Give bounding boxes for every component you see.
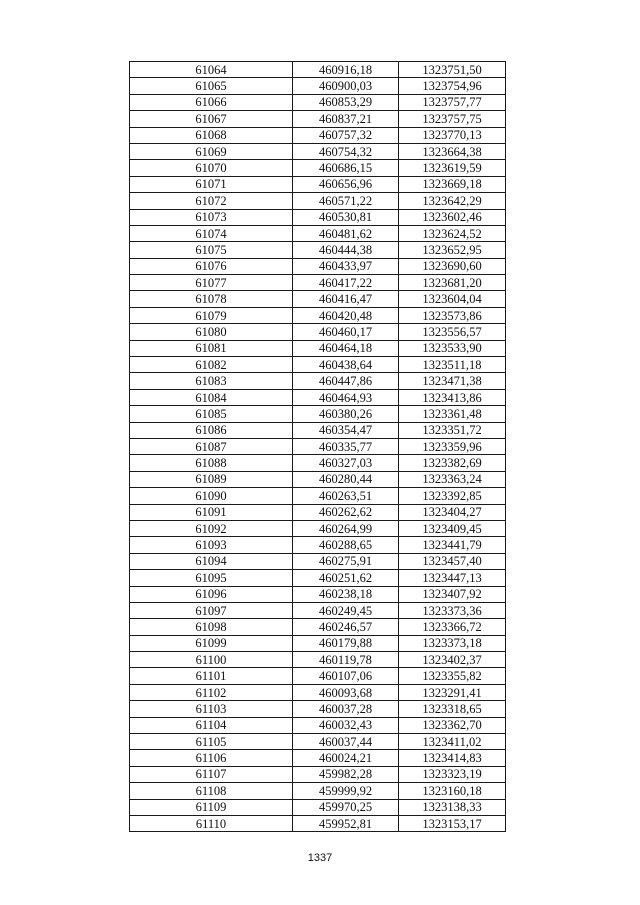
- table-row: [130, 258, 506, 274]
- x-coordinate-cell: 460916,18: [293, 62, 399, 78]
- point-number-cell: 61105: [130, 734, 293, 750]
- point-number-cell: 61087: [130, 438, 293, 454]
- x-coordinate-cell: 460262,62: [293, 504, 399, 520]
- y-coordinate-cell: 1323414,83: [399, 750, 506, 766]
- x-coordinate-cell: 460464,18: [293, 340, 399, 356]
- y-coordinate-cell: 1323642,29: [399, 193, 506, 209]
- x-coordinate-cell: 460416,47: [293, 291, 399, 307]
- x-coordinate-cell: 460447,86: [293, 373, 399, 389]
- y-coordinate-cell: 1323757,77: [399, 94, 506, 110]
- point-number-cell: 61100: [130, 652, 293, 668]
- y-coordinate-cell: 1323757,75: [399, 111, 506, 127]
- table-row: [130, 373, 506, 389]
- x-coordinate-cell: 460288,65: [293, 537, 399, 553]
- x-coordinate-cell: 460900,03: [293, 78, 399, 94]
- point-number-cell: 61101: [130, 668, 293, 684]
- point-number-cell: 61092: [130, 520, 293, 536]
- point-number-cell: 61090: [130, 488, 293, 504]
- y-coordinate-cell: 1323382,69: [399, 455, 506, 471]
- table-row: [130, 307, 506, 323]
- y-coordinate-cell: 1323604,04: [399, 291, 506, 307]
- table-row: [130, 734, 506, 750]
- point-number-cell: 61096: [130, 586, 293, 602]
- table-row: [130, 111, 506, 127]
- x-coordinate-cell: 460464,93: [293, 389, 399, 405]
- point-number-cell: 61093: [130, 537, 293, 553]
- table-row: [130, 471, 506, 487]
- point-number-cell: 61067: [130, 111, 293, 127]
- x-coordinate-cell: 460107,06: [293, 668, 399, 684]
- table-row: [130, 750, 506, 766]
- y-coordinate-cell: 1323363,24: [399, 471, 506, 487]
- point-number-cell: 61073: [130, 209, 293, 225]
- y-coordinate-cell: 1323556,57: [399, 324, 506, 340]
- point-number-cell: 61099: [130, 635, 293, 651]
- table-row: [130, 684, 506, 700]
- point-number-cell: 61102: [130, 684, 293, 700]
- point-number-cell: 61108: [130, 783, 293, 799]
- y-coordinate-cell: 1323413,86: [399, 389, 506, 405]
- x-coordinate-cell: 460264,99: [293, 520, 399, 536]
- x-coordinate-cell: 460530,81: [293, 209, 399, 225]
- y-coordinate-cell: 1323602,46: [399, 209, 506, 225]
- point-number-cell: 61079: [130, 307, 293, 323]
- table-row: [130, 799, 506, 815]
- table-row: [130, 586, 506, 602]
- x-coordinate-cell: 460093,68: [293, 684, 399, 700]
- table-row: [130, 143, 506, 159]
- table-row: [130, 160, 506, 176]
- point-number-cell: 61086: [130, 422, 293, 438]
- x-coordinate-cell: 460037,44: [293, 734, 399, 750]
- x-coordinate-cell: 460460,17: [293, 324, 399, 340]
- x-coordinate-cell: 460280,44: [293, 471, 399, 487]
- table-row: [130, 242, 506, 258]
- table-row: [130, 94, 506, 110]
- coordinates-table-body: [130, 62, 506, 832]
- x-coordinate-cell: 460032,43: [293, 717, 399, 733]
- x-coordinate-cell: 460853,29: [293, 94, 399, 110]
- point-number-cell: 61084: [130, 389, 293, 405]
- y-coordinate-cell: 1323404,27: [399, 504, 506, 520]
- x-coordinate-cell: 460686,15: [293, 160, 399, 176]
- table-row: [130, 406, 506, 422]
- x-coordinate-cell: 460380,26: [293, 406, 399, 422]
- point-number-cell: 61091: [130, 504, 293, 520]
- table-row: [130, 127, 506, 143]
- y-coordinate-cell: 1323355,82: [399, 668, 506, 684]
- table-row: [130, 553, 506, 569]
- y-coordinate-cell: 1323392,85: [399, 488, 506, 504]
- table-row: [130, 504, 506, 520]
- table-row: [130, 176, 506, 192]
- point-number-cell: 61076: [130, 258, 293, 274]
- y-coordinate-cell: 1323153,17: [399, 815, 506, 831]
- y-coordinate-cell: 1323652,95: [399, 242, 506, 258]
- x-coordinate-cell: 460571,22: [293, 193, 399, 209]
- x-coordinate-cell: 460444,38: [293, 242, 399, 258]
- table-row: [130, 783, 506, 799]
- table-row: [130, 717, 506, 733]
- point-number-cell: 61098: [130, 619, 293, 635]
- point-number-cell: 61082: [130, 357, 293, 373]
- y-coordinate-cell: 1323359,96: [399, 438, 506, 454]
- table-row: [130, 438, 506, 454]
- table-row: [130, 635, 506, 651]
- y-coordinate-cell: 1323291,41: [399, 684, 506, 700]
- x-coordinate-cell: 460656,96: [293, 176, 399, 192]
- y-coordinate-cell: 1323533,90: [399, 340, 506, 356]
- table-row: [130, 668, 506, 684]
- y-coordinate-cell: 1323402,37: [399, 652, 506, 668]
- point-number-cell: 61069: [130, 143, 293, 159]
- table-row: [130, 652, 506, 668]
- table-row: [130, 537, 506, 553]
- table-row: [130, 209, 506, 225]
- y-coordinate-cell: 1323409,45: [399, 520, 506, 536]
- x-coordinate-cell: 460327,03: [293, 455, 399, 471]
- x-coordinate-cell: 459970,25: [293, 799, 399, 815]
- y-coordinate-cell: 1323471,38: [399, 373, 506, 389]
- table-row: [130, 455, 506, 471]
- y-coordinate-cell: 1323573,86: [399, 307, 506, 323]
- y-coordinate-cell: 1323457,40: [399, 553, 506, 569]
- y-coordinate-cell: 1323407,92: [399, 586, 506, 602]
- table-row: [130, 815, 506, 831]
- x-coordinate-cell: 460420,48: [293, 307, 399, 323]
- table-row: [130, 389, 506, 405]
- y-coordinate-cell: 1323361,48: [399, 406, 506, 422]
- table-row: [130, 570, 506, 586]
- y-coordinate-cell: 1323362,70: [399, 717, 506, 733]
- x-coordinate-cell: 460335,77: [293, 438, 399, 454]
- point-number-cell: 61078: [130, 291, 293, 307]
- table-row: [130, 62, 506, 78]
- point-number-cell: 61080: [130, 324, 293, 340]
- point-number-cell: 61088: [130, 455, 293, 471]
- point-number-cell: 61074: [130, 225, 293, 241]
- y-coordinate-cell: 1323138,33: [399, 799, 506, 815]
- table-row: [130, 766, 506, 782]
- y-coordinate-cell: 1323754,96: [399, 78, 506, 94]
- table-row: [130, 275, 506, 291]
- x-coordinate-cell: 460024,21: [293, 750, 399, 766]
- x-coordinate-cell: 460275,91: [293, 553, 399, 569]
- table-row: [130, 357, 506, 373]
- x-coordinate-cell: 460754,32: [293, 143, 399, 159]
- x-coordinate-cell: 460354,47: [293, 422, 399, 438]
- x-coordinate-cell: 460246,57: [293, 619, 399, 635]
- y-coordinate-cell: 1323690,60: [399, 258, 506, 274]
- table-row: [130, 520, 506, 536]
- x-coordinate-cell: 460837,21: [293, 111, 399, 127]
- table-row: [130, 602, 506, 618]
- point-number-cell: 61083: [130, 373, 293, 389]
- y-coordinate-cell: 1323669,18: [399, 176, 506, 192]
- point-number-cell: 61103: [130, 701, 293, 717]
- table-row: [130, 701, 506, 717]
- point-number-cell: 61107: [130, 766, 293, 782]
- y-coordinate-cell: 1323441,79: [399, 537, 506, 553]
- y-coordinate-cell: 1323318,65: [399, 701, 506, 717]
- y-coordinate-cell: 1323511,18: [399, 357, 506, 373]
- point-number-cell: 61085: [130, 406, 293, 422]
- table-row: [130, 488, 506, 504]
- point-number-cell: 61071: [130, 176, 293, 192]
- x-coordinate-cell: 460251,62: [293, 570, 399, 586]
- x-coordinate-cell: 460037,28: [293, 701, 399, 717]
- point-number-cell: 61097: [130, 602, 293, 618]
- x-coordinate-cell: 460238,18: [293, 586, 399, 602]
- x-coordinate-cell: 460433,97: [293, 258, 399, 274]
- y-coordinate-cell: 1323751,50: [399, 62, 506, 78]
- y-coordinate-cell: 1323619,59: [399, 160, 506, 176]
- y-coordinate-cell: 1323160,18: [399, 783, 506, 799]
- point-number-cell: 61068: [130, 127, 293, 143]
- point-number-cell: 61064: [130, 62, 293, 78]
- table-row: [130, 422, 506, 438]
- point-number-cell: 61094: [130, 553, 293, 569]
- table-row: [130, 340, 506, 356]
- point-number-cell: 61081: [130, 340, 293, 356]
- y-coordinate-cell: 1323373,36: [399, 602, 506, 618]
- y-coordinate-cell: 1323351,72: [399, 422, 506, 438]
- y-coordinate-cell: 1323323,19: [399, 766, 506, 782]
- y-coordinate-cell: 1323447,13: [399, 570, 506, 586]
- table-row: [130, 291, 506, 307]
- x-coordinate-cell: 460119,78: [293, 652, 399, 668]
- point-number-cell: 61106: [130, 750, 293, 766]
- table-row: [130, 78, 506, 94]
- page-number: 1337: [307, 852, 333, 864]
- x-coordinate-cell: 460757,32: [293, 127, 399, 143]
- y-coordinate-cell: 1323411,02: [399, 734, 506, 750]
- x-coordinate-cell: 459952,81: [293, 815, 399, 831]
- point-number-cell: 61070: [130, 160, 293, 176]
- x-coordinate-cell: 460179,88: [293, 635, 399, 651]
- point-number-cell: 61104: [130, 717, 293, 733]
- point-number-cell: 61065: [130, 78, 293, 94]
- table-row: [130, 193, 506, 209]
- x-coordinate-cell: 459982,28: [293, 766, 399, 782]
- x-coordinate-cell: 460417,22: [293, 275, 399, 291]
- point-number-cell: 61110: [130, 815, 293, 831]
- x-coordinate-cell: 460438,64: [293, 357, 399, 373]
- point-number-cell: 61095: [130, 570, 293, 586]
- point-number-cell: 61089: [130, 471, 293, 487]
- point-number-cell: 61075: [130, 242, 293, 258]
- x-coordinate-cell: 459999,92: [293, 783, 399, 799]
- point-number-cell: 61072: [130, 193, 293, 209]
- y-coordinate-cell: 1323373,18: [399, 635, 506, 651]
- point-number-cell: 61066: [130, 94, 293, 110]
- y-coordinate-cell: 1323366,72: [399, 619, 506, 635]
- x-coordinate-cell: 460249,45: [293, 602, 399, 618]
- point-number-cell: 61109: [130, 799, 293, 815]
- table-row: [130, 225, 506, 241]
- y-coordinate-cell: 1323770,13: [399, 127, 506, 143]
- table-row: [130, 324, 506, 340]
- table-row: [130, 619, 506, 635]
- y-coordinate-cell: 1323681,20: [399, 275, 506, 291]
- x-coordinate-cell: 460481,62: [293, 225, 399, 241]
- x-coordinate-cell: 460263,51: [293, 488, 399, 504]
- point-number-cell: 61077: [130, 275, 293, 291]
- y-coordinate-cell: 1323664,38: [399, 143, 506, 159]
- y-coordinate-cell: 1323624,52: [399, 225, 506, 241]
- coordinates-table: [129, 61, 506, 832]
